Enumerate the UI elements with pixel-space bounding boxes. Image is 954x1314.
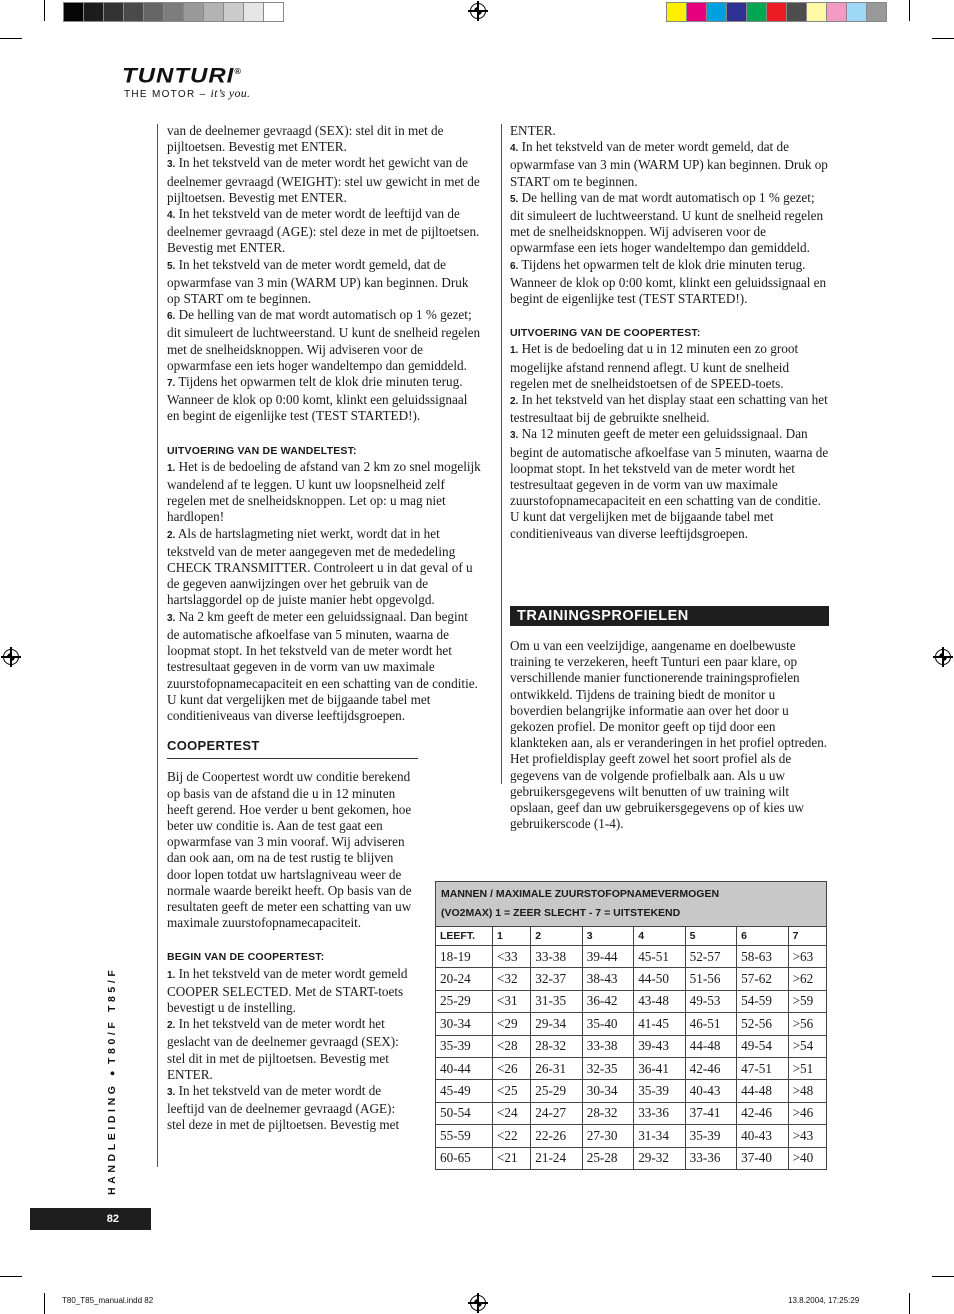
- table-cell: 37-41: [685, 1102, 736, 1124]
- numbered-step: 2. In het tekstveld van het display staat een schatting van het testresultaat bij de gebruikte snelheid.: [510, 392, 828, 426]
- paragraph: Om u van een veelzijdige, aangename en doelbewuste training te verzekeren, heeft Tunturi een paar klare, op verschillende manier functionerende trainingsprofielen ontwikkeld. Tijdens de training biedt de monitor u boverdien belangrijke informatie aan over het door u gekozen profiel. De monitor geeft op tijd door een klankteken aan, als er veranderingen in het profiel optreden. Het profieldisplay geeft zowel het soort profiel als de gegevens van de volgende profielbalk aan. Als u uw gebruikersgegevens wilt benutten of uw training wilt opslaan, geef dan uw gebruikersgegevens op of kies uw gebruikerscode (1-4).: [510, 638, 828, 832]
- color-swatch: [846, 2, 867, 22]
- table-row: [436, 1035, 827, 1057]
- table-column-header: 7: [788, 927, 826, 946]
- table-cell: <33: [492, 946, 530, 968]
- table-cell: 42-46: [685, 1057, 736, 1079]
- numbered-step: 1. In het tekstveld van de meter wordt gemeld COOPER SELECTED. Met de START-toets bevestigt u de instelling.: [167, 965, 408, 1015]
- table-cell: <29: [492, 1013, 530, 1035]
- table-cell: 44-48: [685, 1035, 736, 1057]
- numbered-step: 5. In het tekstveld van de meter wordt gemeld, dat de opwarmfase van 3 min (WARM UP) kan beginnen. Druk op START om te beginnen.: [167, 256, 469, 307]
- table-cell: <25: [492, 1080, 530, 1102]
- table-cell: 30-34: [582, 1080, 633, 1102]
- table-cell: 29-34: [531, 1013, 582, 1035]
- table-cell: 35-39: [634, 1080, 685, 1102]
- table-column-header: 1: [492, 927, 530, 946]
- paragraph: ENTER.: [510, 123, 556, 138]
- process-color-bar: [667, 2, 887, 22]
- table-cell: 33-36: [634, 1102, 685, 1124]
- table-row: [436, 1057, 827, 1079]
- section-heading: COOPERTEST: [167, 738, 418, 759]
- numbered-step: 3. Na 12 minuten geeft de meter een geluidssignaal. Dan begint de automatische afkoelfase van 5 minuten, waarna de loopmat stopt. In het tekstveld van de meter wordt het testresultaat gegeven in de vorm van uw maximale zuurstofopnamecapaciteit en een schatting van de conditie. U kunt dat vergelijken met de bijgaande tabel met conditieniveaus van diverse leeftijdsgroepen.: [510, 426, 829, 541]
- table-cell: 58-63: [737, 946, 788, 968]
- column-rule: [157, 124, 158, 1167]
- section-subheading: UITVOERING VAN DE WANDELTEST:: [167, 444, 357, 457]
- color-swatch: [183, 2, 204, 22]
- table-cell: 38-43: [582, 968, 633, 990]
- table-cell: 35-40: [582, 1013, 633, 1035]
- table-cell: <22: [492, 1125, 530, 1147]
- numbered-step: 3. In het tekstveld van de meter wordt de leeftijd van de deelnemer gevraagd (AGE): stel deze in met de pijltoetsen. Bevestig met: [167, 1082, 400, 1133]
- table-cell: 41-45: [634, 1013, 685, 1035]
- brand-logo: TUNTURI®: [122, 63, 242, 88]
- table-cell: >54: [788, 1035, 826, 1057]
- table-cell: 37-40: [737, 1147, 788, 1169]
- table-cell: 39-43: [634, 1035, 685, 1057]
- page-number: 82: [30, 1208, 151, 1230]
- table-cell: 20-24: [436, 968, 493, 990]
- table-cell: <32: [492, 968, 530, 990]
- table-cell: 35-39: [436, 1035, 493, 1057]
- grayscale-color-bar: [64, 2, 284, 22]
- color-swatch: [866, 2, 887, 22]
- table-row: [436, 1102, 827, 1124]
- table-cell: 21-24: [531, 1147, 582, 1169]
- numbered-step: 6. De helling van de mat wordt automatisch op 1 % gezet; dit simuleert de luchtweerstand. U kunt de snelheid regelen met de snelheidsknoppen. Wij adviseren voor de opwarmfase een iets hoger wandeltempo dan gemiddeld.: [167, 307, 481, 373]
- footer-file: T80_T85_manual.indd 82: [62, 1296, 154, 1305]
- registration-mark-icon: [470, 1295, 486, 1311]
- table-cell: 57-62: [737, 968, 788, 990]
- color-swatch: [746, 2, 767, 22]
- table-title-row: [436, 882, 827, 927]
- table-cell: 33-36: [685, 1147, 736, 1169]
- color-swatch: [766, 2, 787, 22]
- numbered-step: 1. Het is de bedoeling dat u in 12 minuten een zo groot mogelijke afstand rennend aflegt. U kunt de snelheid regelen met de snelheidstoetsen of de SPEED-toets.: [510, 341, 799, 391]
- table-column-header: 5: [685, 927, 736, 946]
- table-cell: 32-37: [531, 968, 582, 990]
- numbered-step: 7. Tijdens het opwarmen telt de klok drie minuten terug. Wanneer de klok op 0:00 komt, klinkt een geluidssignaal en begint de eigenlijke test (TEST STARTED!).: [167, 374, 468, 424]
- table-cell: 32-35: [582, 1057, 633, 1079]
- table-cell: 42-46: [737, 1102, 788, 1124]
- crop-mark: [932, 1276, 954, 1277]
- table-row: [436, 946, 827, 968]
- table-cell: 22-26: [531, 1125, 582, 1147]
- profiles-paragraph: [510, 638, 830, 832]
- color-swatch: [143, 2, 164, 22]
- table-cell: 25-29: [436, 990, 493, 1012]
- table-cell: 26-31: [531, 1057, 582, 1079]
- numbered-step: 3. Na 2 km geeft de meter een geluidssignaal. Dan begint de automatische afkoelfase van 5 minuten, waarna de loopmat stopt. In het tekstveld van de meter wordt het testresultaat gegeven in de vorm van uw maximale zuurstofopnamecapaciteit en een schatting van de conditie. U kunt dat vergelijken met de bijgaande tabel met conditieniveaus van diverse leeftijdsgroepen.: [167, 608, 478, 723]
- table-row: [436, 968, 827, 990]
- color-swatch: [243, 2, 264, 22]
- side-running-title: HANDLEIDING ● T80/F T85/F: [106, 966, 118, 1195]
- table-column-header: 3: [582, 927, 633, 946]
- table-cell: >48: [788, 1080, 826, 1102]
- color-swatch: [666, 2, 687, 22]
- registration-mark-icon: [3, 649, 19, 665]
- table-cell: 40-44: [436, 1057, 493, 1079]
- color-swatch: [203, 2, 224, 22]
- color-swatch: [83, 2, 104, 22]
- table-cell: 50-54: [436, 1102, 493, 1124]
- numbered-step: 6. Tijdens het opwarmen telt de klok drie minuten terug. Wanneer de klok op 0:00 komt, klinkt een geluidssignaal en begint de eigenlijke test (TEST STARTED!).: [510, 256, 827, 307]
- table-cell: >56: [788, 1013, 826, 1035]
- table-cell: 52-56: [737, 1013, 788, 1035]
- table-cell: 45-51: [634, 946, 685, 968]
- table-cell: 28-32: [531, 1035, 582, 1057]
- right-text-column: [510, 123, 830, 542]
- color-swatch: [826, 2, 847, 22]
- table-cell: 46-51: [685, 1013, 736, 1035]
- table-cell: <21: [492, 1147, 530, 1169]
- table-cell: <26: [492, 1057, 530, 1079]
- section-subheading: BEGIN VAN DE COOPERTEST:: [167, 951, 325, 964]
- crop-mark: [44, 1293, 45, 1314]
- table-cell: 29-32: [634, 1147, 685, 1169]
- table-cell: >62: [788, 968, 826, 990]
- table-cell: <31: [492, 990, 530, 1012]
- table-column-header: 2: [531, 927, 582, 946]
- color-swatch: [163, 2, 184, 22]
- registration-mark-icon: [935, 649, 951, 665]
- table-cell: 51-56: [685, 968, 736, 990]
- crop-mark: [909, 1293, 910, 1314]
- table-cell: 40-43: [685, 1080, 736, 1102]
- paragraph: Bij de Coopertest wordt uw conditie berekend op basis van de afstand die u in 12 minuten heeft gerend. Hoe verder u bent gekomen, hoe beter uw conditie is. Aan de test gaat een opwarmfase van 3 min vooraf. Wij adviseren dan ook aan, om na de test rustig te blijven door lopen totdat uw hartslagniveau weer de normale waarde bereikt heeft. Op basis van de resultaten geeft de meter een schatting van uw maximale zuurstofopnamecapaciteit.: [167, 769, 412, 931]
- table-cell: 47-51: [737, 1057, 788, 1079]
- crop-mark: [0, 38, 22, 39]
- table-header-row: [436, 927, 827, 946]
- paragraph: van de deelnemer gevraagd (SEX): stel dit in met de pijltoetsen. Bevestig met ENTER.: [167, 123, 444, 155]
- table-row: [436, 990, 827, 1012]
- numbered-step: 4. In het tekstveld van de meter wordt gemeld, dat de opwarmfase van 3 min (WARM UP) kan beginnen. Druk op START om te beginnen.: [510, 139, 828, 189]
- table-cell: 60-65: [436, 1147, 493, 1169]
- table-cell: 18-19: [436, 946, 493, 968]
- table-cell: 40-43: [737, 1125, 788, 1147]
- table-cell: 55-59: [436, 1125, 493, 1147]
- table-cell: 54-59: [737, 990, 788, 1012]
- table-cell: >46: [788, 1102, 826, 1124]
- numbered-step: 2. Als de hartslagmeting niet werkt, wordt dat in het tekstveld van de meter aangegeven met de mededeling CHECK TRANSMITTER. Controleert u in dat geval of u de gegeven aanwijzingen over het gebruik van de hartslaggordel op de juiste manier hebt opgevolgd.: [167, 525, 473, 608]
- footer-date: 13.8.2004, 17:25:29: [788, 1296, 860, 1305]
- table-row: [436, 1013, 827, 1035]
- numbered-step: 3. In het tekstveld van de meter wordt het gewicht van de deelnemer gevraagd (WEIGHT): stel uw gewicht in met de pijltoetsen. Bevestig met ENTER.: [167, 155, 480, 205]
- table-cell: 49-54: [737, 1035, 788, 1057]
- table-cell: 33-38: [531, 946, 582, 968]
- table-cell: >59: [788, 990, 826, 1012]
- table-column-header: LEEFT.: [436, 927, 493, 946]
- table-cell: 36-41: [634, 1057, 685, 1079]
- table-cell: >51: [788, 1057, 826, 1079]
- table-cell: 49-53: [685, 990, 736, 1012]
- color-swatch: [786, 2, 807, 22]
- color-swatch: [726, 2, 747, 22]
- numbered-step: 2. In het tekstveld van de meter wordt het geslacht van de deelnemer gevraagd (SEX): stel dit in met de pijltoetsen. Bevestig met ENTER.: [167, 1016, 399, 1082]
- table-cell: >43: [788, 1125, 826, 1147]
- table-cell: 43-48: [634, 990, 685, 1012]
- table-cell: 27-30: [582, 1125, 633, 1147]
- column-rule: [501, 124, 502, 784]
- table-row: [436, 1080, 827, 1102]
- table-cell: 31-34: [634, 1125, 685, 1147]
- table-cell: 28-32: [582, 1102, 633, 1124]
- vo2max-table: [435, 881, 827, 1170]
- color-swatch: [103, 2, 124, 22]
- color-swatch: [706, 2, 727, 22]
- table-cell: >63: [788, 946, 826, 968]
- color-swatch: [223, 2, 244, 22]
- table-cell: 52-57: [685, 946, 736, 968]
- table-cell: 36-42: [582, 990, 633, 1012]
- table-cell: 24-27: [531, 1102, 582, 1124]
- crop-mark: [909, 0, 910, 21]
- color-swatch: [263, 2, 284, 22]
- brand-tagline: THE MOTOR – it’s you.: [124, 86, 251, 100]
- color-swatch: [123, 2, 144, 22]
- table-row: [436, 1147, 827, 1169]
- table-cell: >40: [788, 1147, 826, 1169]
- table-cell: 44-48: [737, 1080, 788, 1102]
- table-cell: 30-34: [436, 1013, 493, 1035]
- section-subheading: UITVOERING VAN DE COOPERTEST:: [510, 327, 701, 340]
- table-row: [436, 1125, 827, 1147]
- color-swatch: [806, 2, 827, 22]
- table-cell: 44-50: [634, 968, 685, 990]
- crop-mark: [44, 0, 45, 21]
- table-cell: <24: [492, 1102, 530, 1124]
- table-title: MANNEN / MAXIMALE ZUURSTOFOPNAMEVERMOGEN (VO2MAX) 1 = ZEER SLECHT - 7 = UITSTEKEND: [436, 882, 827, 927]
- table-cell: 25-28: [582, 1147, 633, 1169]
- color-swatch: [686, 2, 707, 22]
- table-cell: 33-38: [582, 1035, 633, 1057]
- registration-mark-icon: [470, 3, 486, 19]
- table-cell: 31-35: [531, 990, 582, 1012]
- numbered-step: 5. De helling van de mat wordt automatisch op 1 % gezet; dit simuleert de luchtweerstand. U kunt de snelheid regelen met de snelheidsknoppen. Wij adviseren voor de opwarmfase een iets hoger wandeltempo dan gemiddeld.: [510, 189, 824, 256]
- table-cell: 35-39: [685, 1125, 736, 1147]
- table-column-header: 6: [737, 927, 788, 946]
- table-cell: 25-29: [531, 1080, 582, 1102]
- table-cell: 45-49: [436, 1080, 493, 1102]
- numbered-step: 1. Het is de bedoeling de afstand van 2 km zo snel mogelijk wandelend af te leggen. U kunt uw loopsnelheid zelf regelen met de snelheidsknoppen. Let op: u mag niet hardlopen!: [167, 458, 481, 525]
- numbered-step: 4. In het tekstveld van de meter wordt de leeftijd van de deelnemer gevraagd (AGE): stel deze in met de pijltoetsen. Bevestig met ENTER.: [167, 206, 480, 256]
- crop-mark: [932, 38, 954, 39]
- table-cell: 39-44: [582, 946, 633, 968]
- crop-mark: [0, 1276, 22, 1277]
- table-column-header: 4: [634, 927, 685, 946]
- section-banner: TRAININGSPROFIELEN: [510, 606, 829, 626]
- color-swatch: [63, 2, 84, 22]
- table-cell: <28: [492, 1035, 530, 1057]
